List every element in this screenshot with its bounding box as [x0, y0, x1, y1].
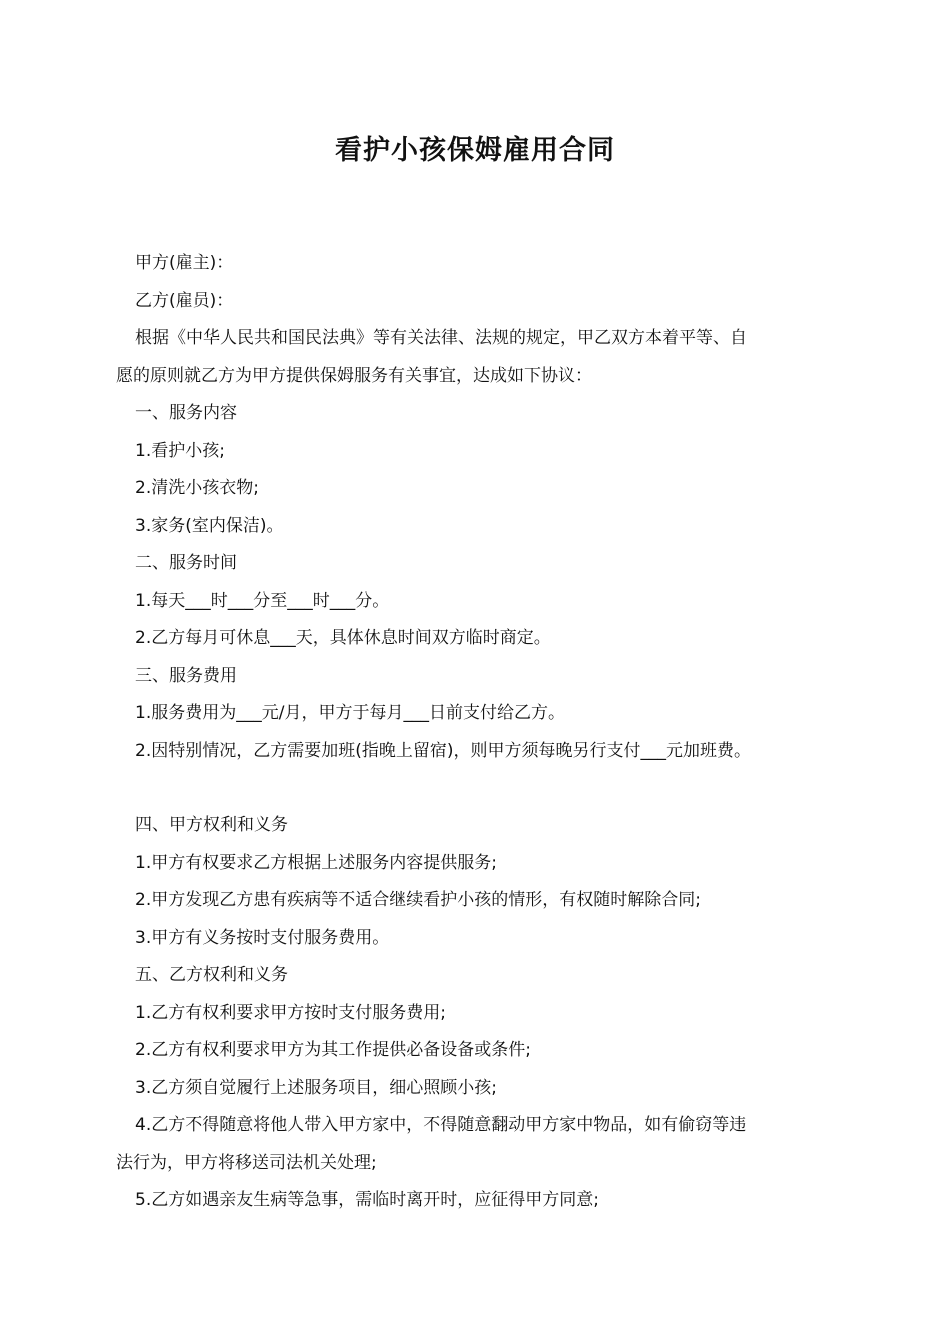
clause-4-1: 1.甲方有权要求乙方根据上述服务内容提供服务;: [135, 852, 497, 873]
party-b-line: 乙方(雇员)：: [135, 290, 234, 311]
preamble-line-2: 愿的原则就乙方为甲方提供保姆服务有关事宜，达成如下协议：: [116, 365, 592, 386]
clause-5-5: 5.乙方如遇亲友生病等急事，需临时离开时，应征得甲方同意;: [135, 1190, 599, 1210]
section-heading-service-content: 一、服务内容: [135, 403, 237, 423]
paragraph-gap: [116, 770, 836, 807]
clause-5-3: 3.乙方须自觉履行上述服务项目，细心照顾小孩;: [135, 1077, 497, 1098]
section-heading-service-fee: 三、服务费用: [135, 665, 237, 686]
clause-5-4-line-2: 法行为，甲方将移送司法机关处理;: [116, 1152, 377, 1173]
clause-3-2: 2.因特别情况，乙方需要加班(指晚上留宿)，则甲方须每晚另行支付___元加班费。: [135, 740, 751, 761]
party-a-line: 甲方(雇主)：: [135, 253, 234, 273]
preamble-line-1: 根据《中华人民共和国民法典》等有关法律、法规的规定，甲乙双方本着平等、自: [135, 328, 747, 348]
clause-4-2: 2.甲方发现乙方患有疾病等不适合继续看护小孩的情形，有权随时解除合同;: [135, 890, 701, 910]
clause-5-1: 1.乙方有权利要求甲方按时支付服务费用;: [135, 1002, 446, 1023]
section-heading-party-b-rights: 五、乙方权利和义务: [135, 965, 288, 985]
clause-3-1: 1.服务费用为___元/月，甲方于每月___日前支付给乙方。: [135, 703, 565, 723]
contract-body: [116, 245, 836, 1220]
clause-1-3: 3.家务(室内保洁)。: [135, 515, 284, 536]
clause-4-3: 3.甲方有义务按时支付服务费用。: [135, 927, 390, 948]
clause-1-1: 1.看护小孩;: [135, 440, 225, 461]
document-title: 看护小孩保姆雇用合同: [335, 135, 615, 166]
clause-5-2: 2.乙方有权利要求甲方为其工作提供必备设备或条件;: [135, 1040, 531, 1060]
clause-2-2: 2.乙方每月可休息___天，具体休息时间双方临时商定。: [135, 628, 551, 648]
clause-2-1: 1.每天___时___分至___时___分。: [135, 590, 390, 611]
clause-5-4-line-1: 4.乙方不得随意将他人带入甲方家中，不得随意翻动甲方家中物品，如有偷窃等违: [135, 1115, 747, 1135]
section-heading-service-time: 二、服务时间: [135, 553, 237, 573]
section-heading-party-a-rights: 四、甲方权利和义务: [135, 815, 288, 835]
clause-1-2: 2.清洗小孩衣物;: [135, 478, 259, 498]
